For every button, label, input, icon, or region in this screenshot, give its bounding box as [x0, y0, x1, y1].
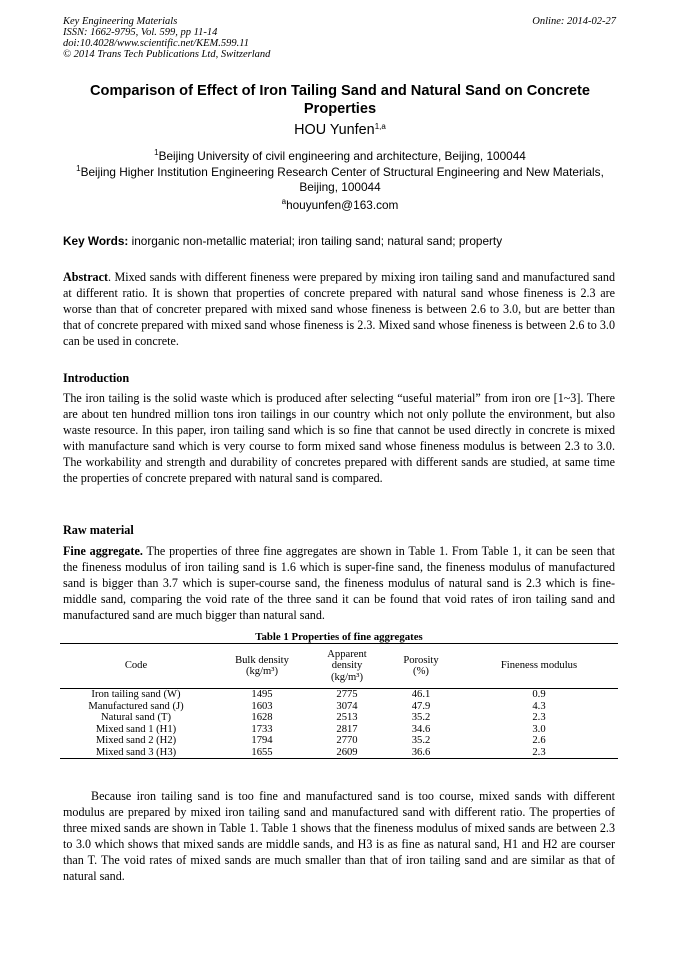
email-sup: a — [281, 197, 287, 206]
table-row: Manufactured sand (J) 1603 3074 47.9 4.3 — [88, 700, 546, 712]
author-sup: 1,a — [374, 122, 386, 131]
table-caption: Table 1 Properties of fine aggregates — [255, 631, 423, 643]
affiliation-2-text: Beijing Higher Institution Engineering Research Center of Structural Engineering and New Materials, Beijing, 100044 — [80, 164, 604, 194]
abstract — [63, 269, 615, 349]
table-header-row — [60, 644, 618, 689]
introduction-text: The iron tailing is the solid waste which is produced after selecting “useful material” from iron ore [1~3]. There are about ten hundred million tons iron tailings in our country which not only pollute the environment, but also waste resource. In this paper, iron tailing sand which is so fine that cannot be used directly in concrete is mixed with manufacture sand which is very course to form mixed sand whose fineness modulus is between 2.3 to 3.0. The workability and strength and durability of concretes prepared with different sands are studied, at same time the properties of concrete prepared with natural sand is compared. — [63, 391, 615, 486]
affiliation-1 — [60, 149, 620, 165]
journal-doi: doi:10.4028/www.scientific.net/KEM.599.11 — [63, 38, 249, 49]
author-email — [60, 198, 620, 213]
introduction-heading: Introduction — [63, 371, 130, 385]
keywords-text: inorganic non-metallic material; iron tailing sand; natural sand; property — [131, 234, 503, 248]
col-header-porosity: Porosity (%) — [382, 644, 460, 689]
email-text: houyunfen@163.com — [286, 198, 399, 212]
journal-copyright: © 2014 Trans Tech Publications Ltd, Switzerland — [63, 49, 271, 60]
table-row: Mixed sand 2 (H2) 1794 2770 35.2 2.6 — [95, 735, 546, 746]
mixed-sand-paragraph: Because iron tailing sand is too fine and manufactured sand is too course, mixed sands with different modulus are prepared by mixed iron tailing sand and manufactured sand with different ratio. The properties of three mixed sands are shown in Table 1. Table 1 shows that the fineness modulus of mixed sands are between 2.3 to 3.0 which shows that mixed sands are middle sands, and H3 is as fine as natural sand, H1 and H2 are courser than T. The void rates of mixed sands are much smaller than that of iron tailing sand and are similar as that of natural sand. — [63, 789, 615, 884]
journal-header — [63, 16, 270, 60]
table-row: Natural sand (T) 1628 2513 35.2 2.3 — [100, 712, 546, 723]
table-row: Iron tailing sand (W) 1495 2775 46.1 0.9 — [91, 689, 546, 700]
fine-aggregate-label: Fine aggregate. — [63, 544, 143, 558]
paper-title: Comparison of Effect of Iron Tailing Sand and Natural Sand on Concrete Properties — [89, 83, 590, 117]
col-header-apparent-density: Apparent density (kg/m³) — [312, 644, 382, 689]
journal-issn: ISSN: 1662-9795, Vol. 599, pp 11-14 — [63, 27, 218, 38]
journal-name: Key Engineering Materials — [63, 16, 178, 27]
keywords — [63, 233, 618, 249]
fine-aggregate-paragraph — [63, 543, 615, 623]
affiliation-2-sup: 1 — [76, 163, 81, 173]
affiliations — [60, 149, 620, 196]
fine-aggregate-text: The properties of three fine aggregates are shown in Table 1. From Table 1, it can be seen that the fineness modulus of iron tailing sand is 1.6 which is super-fine sand, the fineness modulus of manufactured sand is bigger than 3.7 which is super-course sand, the fineness modulus of natural sand is 2.3 which is fine-middle sand, comparing the void rate of the three sand it can be found that void rates of iron tailing sand and manufactured sand are much bigger than natural sand. — [63, 544, 615, 623]
keywords-label: Key Words: — [63, 234, 129, 248]
properties-table — [60, 643, 618, 759]
raw-material-heading: Raw material — [63, 523, 134, 537]
col-header-fineness-modulus: Fineness modulus — [460, 644, 618, 689]
author-line — [60, 121, 620, 139]
col-header-bulk-density: Bulk density (kg/m³) — [212, 644, 312, 689]
abstract-label: Abstract — [63, 270, 109, 284]
abstract-text: . Mixed sands with different fineness were prepared by mixing iron tailing sand and manufactured sand at different ratio. It is shown that properties of concrete prepared with natural sand whose fineness is 2.3 are worse than that of concreter prepared with mixed sand whose fineness is between 2.6 to 3.0, but are better than that of concrete prepared with mixed sand whose fineness is 2.3. Mixed sand whose fineness is between 2.6 to 3.0 can be used in concrete. — [63, 270, 615, 349]
author-name: HOU Yunfen — [294, 122, 375, 138]
affiliation-2 — [60, 165, 620, 196]
online-date: Online: 2014-02-27 — [532, 16, 616, 27]
table-row: Mixed sand 1 (H1) 1733 2817 34.6 3.0 — [95, 723, 546, 735]
table-row: Mixed sand 3 (H3) 1655 2609 36.6 2.3 — [60, 747, 618, 759]
affiliation-1-text: Beijing University of civil engineering and architecture, Beijing, 100044 — [158, 149, 526, 163]
affiliation-1-sup: 1 — [154, 148, 159, 157]
col-header-code: Code — [60, 644, 212, 689]
